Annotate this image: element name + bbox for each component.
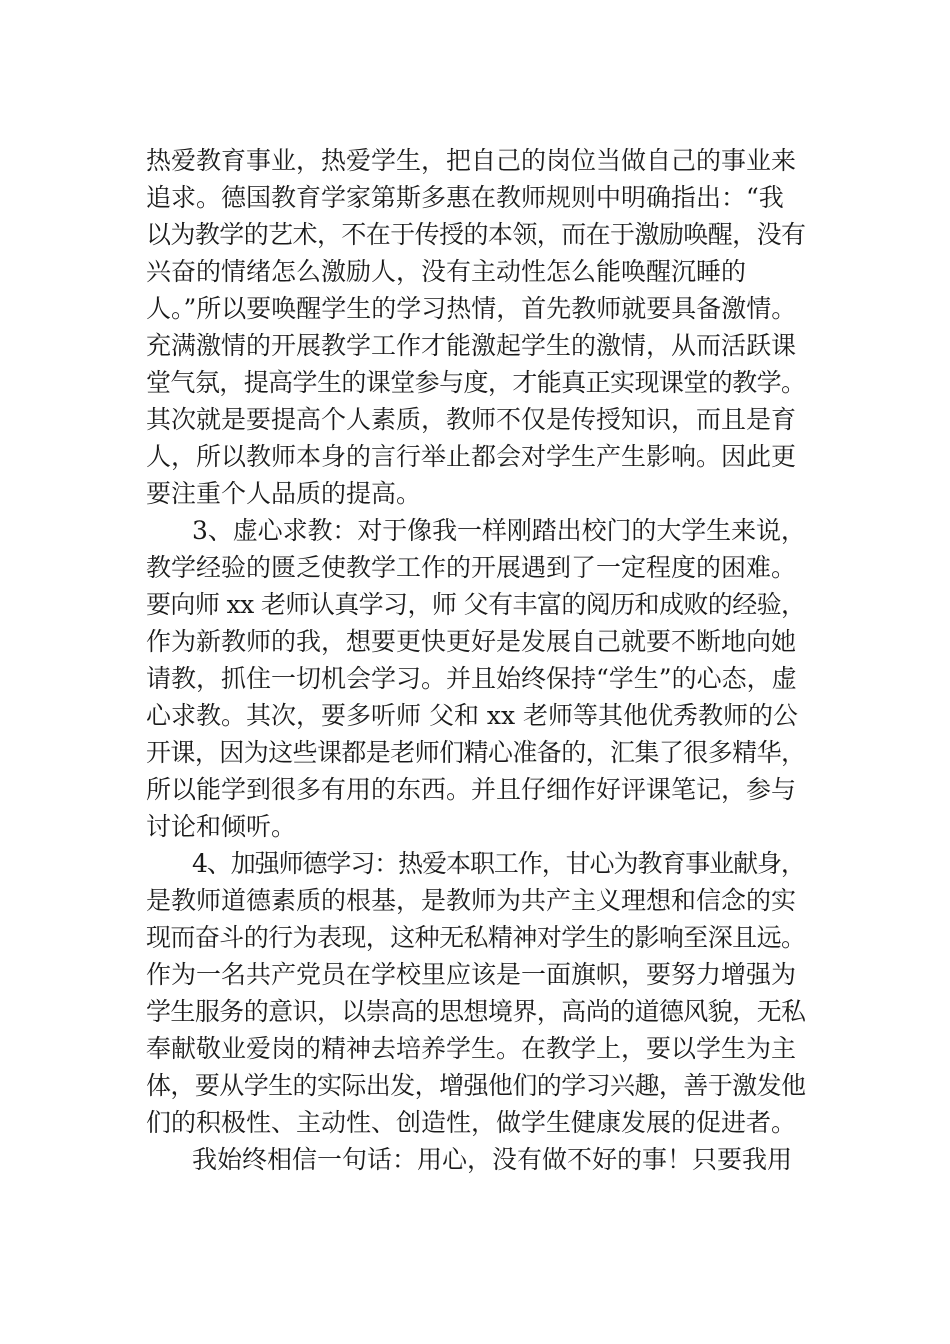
text-line: 热爱教育事业，热爱学生，把自己的岗位当做自己的事业来	[146, 146, 797, 175]
text-line: 开课，因为这些课都是老师们精心准备的，汇集了很多精华，	[146, 738, 806, 767]
text-line: 体，要从学生的实际出发，增强他们的学习兴趣，善于激发他	[146, 1071, 806, 1100]
text-line: 兴奋的情绪怎么激励人，没有主动性怎么能唤醒沉睡的	[146, 257, 747, 286]
text-line: 我始终相信一句话：用心，没有做不好的事！只要我用	[192, 1145, 793, 1174]
paragraph	[146, 142, 806, 512]
text-line: 是教师道德素质的根基，是教师为共产主义理想和信念的实	[146, 886, 797, 915]
text-line: 要注重个人品质的提高。	[146, 479, 422, 508]
text-line: 请教，抓住一切机会学习。并且始终保持“学生”的心态，虚	[146, 664, 797, 693]
text-line: 作为一名共产党员在学校里应该是一面旗帜，要努力增强为	[146, 960, 797, 989]
text-line: 要向师 xx 老师认真学习，师 父有丰富的阅历和成败的经验，	[146, 590, 806, 619]
paragraph	[146, 845, 806, 1141]
paragraph	[146, 512, 806, 845]
text-line: 堂气氛，提高学生的课堂参与度，才能真正实现课堂的教学。	[146, 368, 806, 397]
text-line: 们的积极性、主动性、创造性，做学生健康发展的促进者。	[146, 1108, 797, 1137]
text-line: 其次就是要提高个人素质，教师不仅是传授知识，而且是育	[146, 405, 797, 434]
text-line: 追求。德国教育学家第斯多惠在教师规则中明确指出：“我	[146, 183, 784, 212]
text-line: 作为新教师的我，想要更快更好是发展自己就要不断地向她	[146, 627, 797, 656]
text-line: 讨论和倾听。	[146, 812, 297, 841]
text-line: 4、加强师德学习：热爱本职工作，甘心为教育事业献身，	[192, 849, 805, 878]
text-line: 教学经验的匮乏使教学工作的开展遇到了一定程度的困难。	[146, 553, 797, 582]
text-line: 人。”所以要唤醒学生的学习热情，首先教师就要具备激情。	[146, 294, 797, 323]
text-line: 充满激情的开展教学工作才能激起学生的激情，从而活跃课	[146, 331, 797, 360]
text-line: 奉献敬业爱岗的精神去培养学生。在教学上，要以学生为主	[146, 1034, 797, 1063]
text-line: 所以能学到很多有用的东西。并且仔细作好评课笔记，参与	[146, 775, 797, 804]
text-line: 以为教学的艺术，不在于传授的本领，而在于激励唤醒，没有	[146, 220, 806, 249]
paragraph	[146, 1141, 806, 1178]
text-line: 现而奋斗的行为表现，这种无私精神对学生的影响至深且远。	[146, 923, 806, 952]
text-line: 学生服务的意识，以崇高的思想境界，高尚的道德风貌，无私	[146, 997, 806, 1026]
text-line: 心求教。其次，要多听师 父和 xx 老师等其他优秀教师的公	[146, 701, 799, 730]
body-text	[146, 142, 806, 1178]
text-line: 人，所以教师本身的言行举止都会对学生产生影响。因此更	[146, 442, 797, 471]
text-line: 3、虚心求教：对于像我一样刚踏出校门的大学生来说，	[192, 516, 806, 545]
